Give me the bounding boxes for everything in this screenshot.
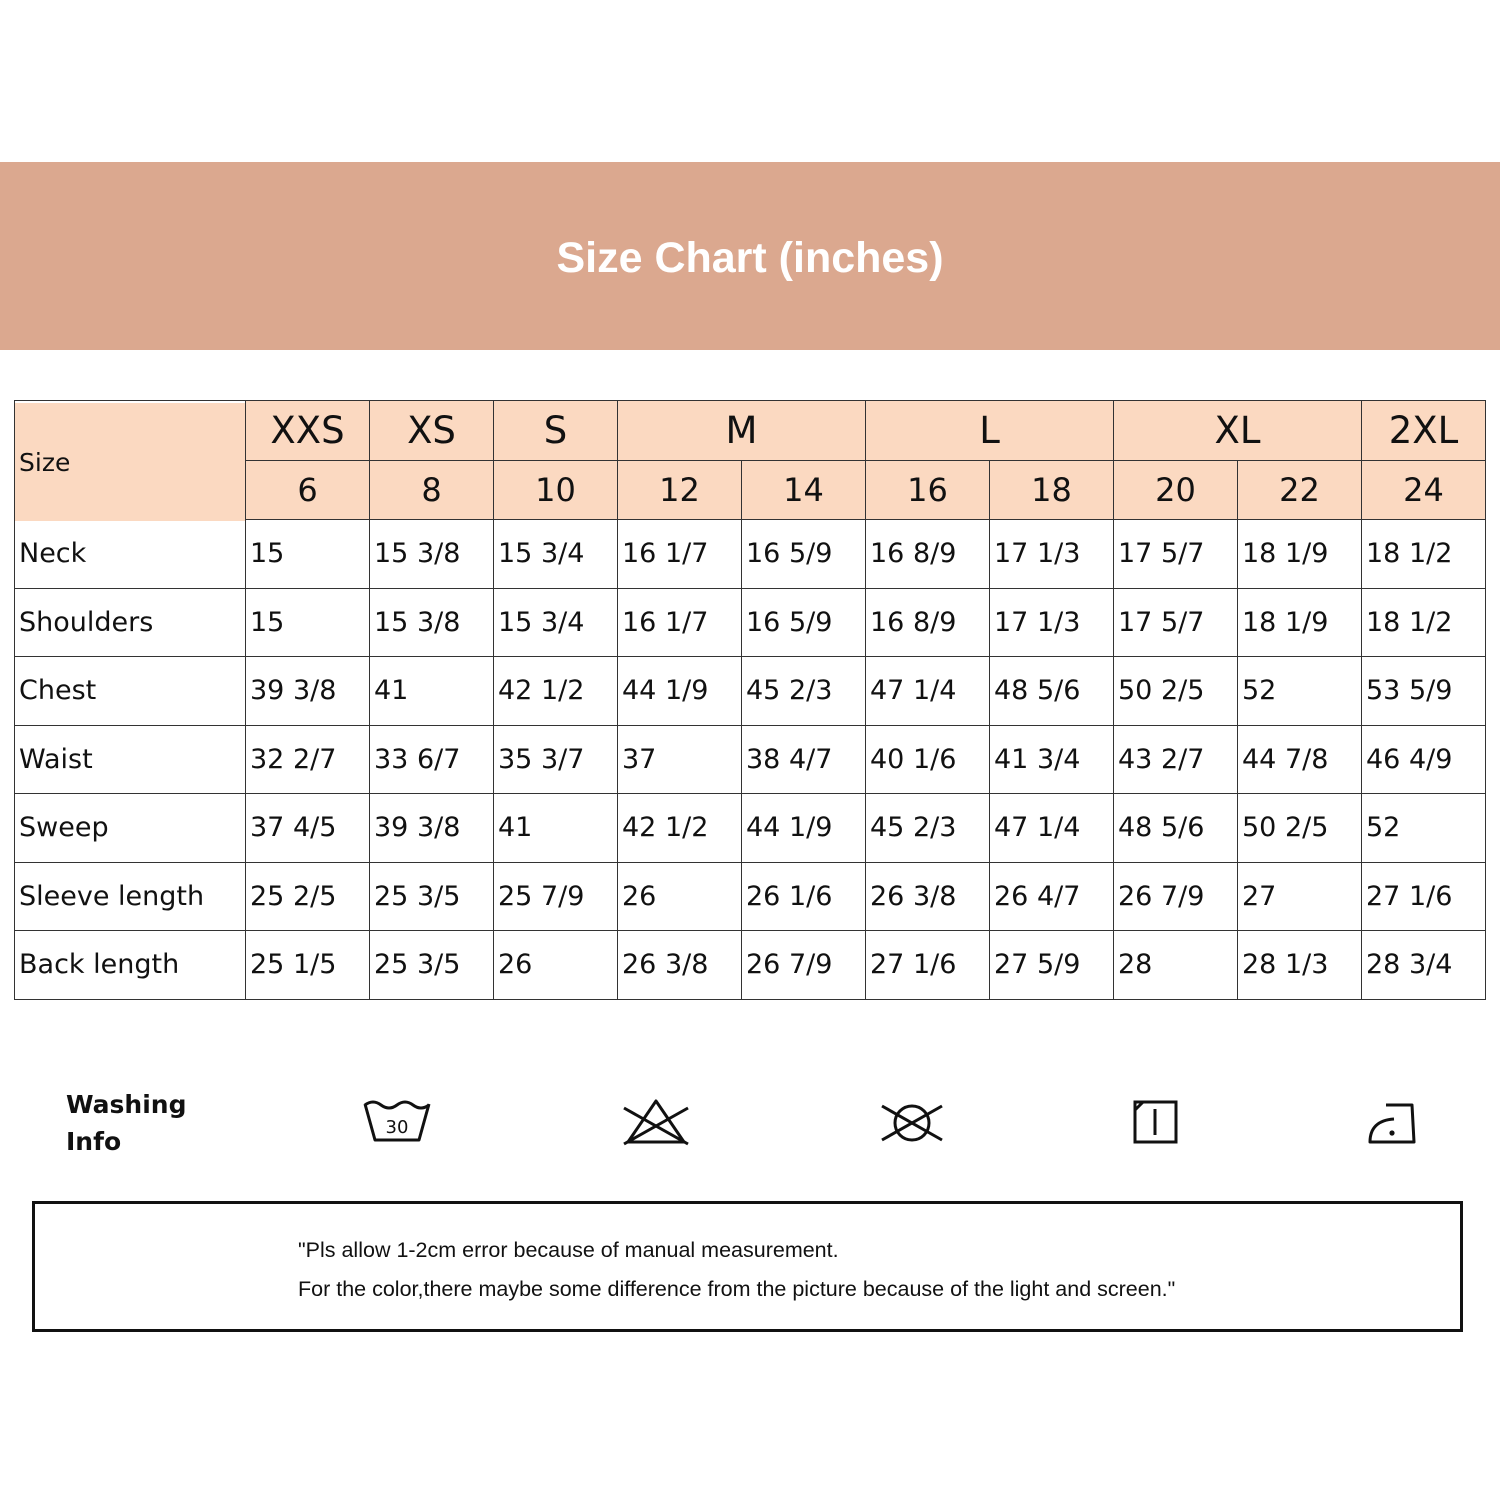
measurement-value: 27 5/9 <box>990 931 1114 1000</box>
measurement-value: 38 4/7 <box>742 725 866 794</box>
measurement-value: 17 1/3 <box>990 588 1114 657</box>
measurement-value: 15 3/4 <box>494 520 618 589</box>
letter-size-header: XXS <box>246 401 370 461</box>
table-row <box>15 520 1486 589</box>
numeric-size-header: 14 <box>742 461 866 520</box>
measurement-label: Waist <box>15 725 246 794</box>
measurement-label: Sweep <box>15 794 246 863</box>
table-row <box>15 862 1486 931</box>
numeric-size-header: 24 <box>1362 461 1486 520</box>
note-line-1: "Pls allow 1-2cm error because of manual measurement. <box>298 1238 839 1262</box>
size-column-label: Size <box>15 403 246 522</box>
washing-info-label: Washing Info <box>66 1090 187 1156</box>
numeric-size-header: 18 <box>990 461 1114 520</box>
measurement-value: 15 <box>246 588 370 657</box>
measurement-value: 16 5/9 <box>742 588 866 657</box>
measurement-label: Shoulders <box>15 588 246 657</box>
measurement-value: 52 <box>1238 657 1362 726</box>
measurement-value: 25 2/5 <box>246 862 370 931</box>
measurement-value: 39 3/8 <box>246 657 370 726</box>
measurement-value: 28 1/3 <box>1238 931 1362 1000</box>
numeric-size-header: 16 <box>866 461 990 520</box>
measurement-value: 16 8/9 <box>866 588 990 657</box>
measurement-value: 32 2/7 <box>246 725 370 794</box>
measurement-value: 26 4/7 <box>990 862 1114 931</box>
wash-temperature-text: 30 <box>385 1117 409 1138</box>
measurement-value: 18 1/9 <box>1238 588 1362 657</box>
letter-size-header: 2XL <box>1362 401 1486 461</box>
measurement-value: 47 1/4 <box>866 657 990 726</box>
measurement-value: 26 7/9 <box>1114 862 1238 931</box>
measurement-value: 43 2/7 <box>1114 725 1238 794</box>
measurement-value: 15 3/4 <box>494 588 618 657</box>
measurement-value: 28 3/4 <box>1362 931 1486 1000</box>
measurement-value: 37 <box>618 725 742 794</box>
numeric-size-header: 8 <box>370 461 494 520</box>
numeric-size-header: 6 <box>246 461 370 520</box>
measurement-value: 25 1/5 <box>246 931 370 1000</box>
table-row <box>15 657 1486 726</box>
letter-size-header: XS <box>370 401 494 461</box>
measurement-value: 18 1/2 <box>1362 520 1486 589</box>
measurement-value: 25 7/9 <box>494 862 618 931</box>
measurement-value: 41 3/4 <box>990 725 1114 794</box>
measurement-value: 16 8/9 <box>866 520 990 589</box>
measurement-value: 45 2/3 <box>866 794 990 863</box>
measurement-note-box <box>32 1201 1463 1332</box>
measurement-value: 48 5/6 <box>1114 794 1238 863</box>
measurement-value: 26 1/6 <box>742 862 866 931</box>
letter-size-header: L <box>866 401 1114 461</box>
measurement-value: 50 2/5 <box>1238 794 1362 863</box>
measurement-value: 27 1/6 <box>866 931 990 1000</box>
measurement-value: 26 7/9 <box>742 931 866 1000</box>
measurement-value: 41 <box>494 794 618 863</box>
measurement-value: 47 1/4 <box>990 794 1114 863</box>
measurement-value: 17 1/3 <box>990 520 1114 589</box>
table-row <box>15 931 1486 1000</box>
measurement-value: 33 6/7 <box>370 725 494 794</box>
measurement-value: 41 <box>370 657 494 726</box>
measurement-value: 40 1/6 <box>866 725 990 794</box>
measurement-value: 42 1/2 <box>494 657 618 726</box>
measurement-value: 15 3/8 <box>370 588 494 657</box>
measurement-value: 52 <box>1362 794 1486 863</box>
measurement-value: 35 3/7 <box>494 725 618 794</box>
measurement-value: 27 1/6 <box>1362 862 1486 931</box>
measurement-value: 44 1/9 <box>742 794 866 863</box>
measurement-value: 16 5/9 <box>742 520 866 589</box>
letter-size-header: S <box>494 401 618 461</box>
measurement-value: 16 1/7 <box>618 588 742 657</box>
measurement-value: 44 7/8 <box>1238 725 1362 794</box>
measurement-value: 42 1/2 <box>618 794 742 863</box>
no-tumble-dry-icon <box>878 1098 946 1146</box>
numeric-size-header: 10 <box>494 461 618 520</box>
measurement-value: 15 3/8 <box>370 520 494 589</box>
measurement-value: 46 4/9 <box>1362 725 1486 794</box>
measurement-label: Neck <box>15 520 246 589</box>
measurement-value: 48 5/6 <box>990 657 1114 726</box>
note-line-2: For the color,there maybe some difference from the picture because of the light and screen." <box>298 1277 1176 1301</box>
measurement-label: Sleeve length <box>15 862 246 931</box>
measurement-label: Back length <box>15 931 246 1000</box>
measurement-value: 17 5/7 <box>1114 520 1238 589</box>
measurement-value: 26 3/8 <box>618 931 742 1000</box>
letter-size-header: M <box>618 401 866 461</box>
letter-size-header: XL <box>1114 401 1362 461</box>
measurement-value: 17 5/7 <box>1114 588 1238 657</box>
table-row <box>15 794 1486 863</box>
measurement-value: 45 2/3 <box>742 657 866 726</box>
measurement-value: 37 4/5 <box>246 794 370 863</box>
measurement-value: 26 3/8 <box>866 862 990 931</box>
size-table <box>14 400 1486 1000</box>
numeric-size-header: 12 <box>618 461 742 520</box>
measurement-value: 25 3/5 <box>370 862 494 931</box>
measurement-value: 25 3/5 <box>370 931 494 1000</box>
measurement-value: 16 1/7 <box>618 520 742 589</box>
measurement-value: 15 <box>246 520 370 589</box>
measurement-label: Chest <box>15 657 246 726</box>
measurement-value: 26 <box>618 862 742 931</box>
table-row <box>15 725 1486 794</box>
page-title: Size Chart (inches) <box>556 233 944 282</box>
measurement-value: 18 1/2 <box>1362 588 1486 657</box>
measurement-value: 50 2/5 <box>1114 657 1238 726</box>
no-bleach-icon <box>620 1098 692 1146</box>
numeric-size-header: 20 <box>1114 461 1238 520</box>
measurement-value: 18 1/9 <box>1238 520 1362 589</box>
measurement-value: 39 3/8 <box>370 794 494 863</box>
measurement-value: 26 <box>494 931 618 1000</box>
measurement-value: 44 1/9 <box>618 657 742 726</box>
measurement-value: 28 <box>1114 931 1238 1000</box>
letter-size-row <box>15 401 1486 461</box>
table-row <box>15 588 1486 657</box>
line-dry-icon <box>1132 1098 1180 1146</box>
measurement-value: 27 <box>1238 862 1362 931</box>
numeric-size-header: 22 <box>1238 461 1362 520</box>
measurement-value: 53 5/9 <box>1362 657 1486 726</box>
wash-30-icon <box>362 1098 432 1144</box>
title-banner <box>0 162 1500 350</box>
iron-low-icon <box>1366 1098 1420 1146</box>
